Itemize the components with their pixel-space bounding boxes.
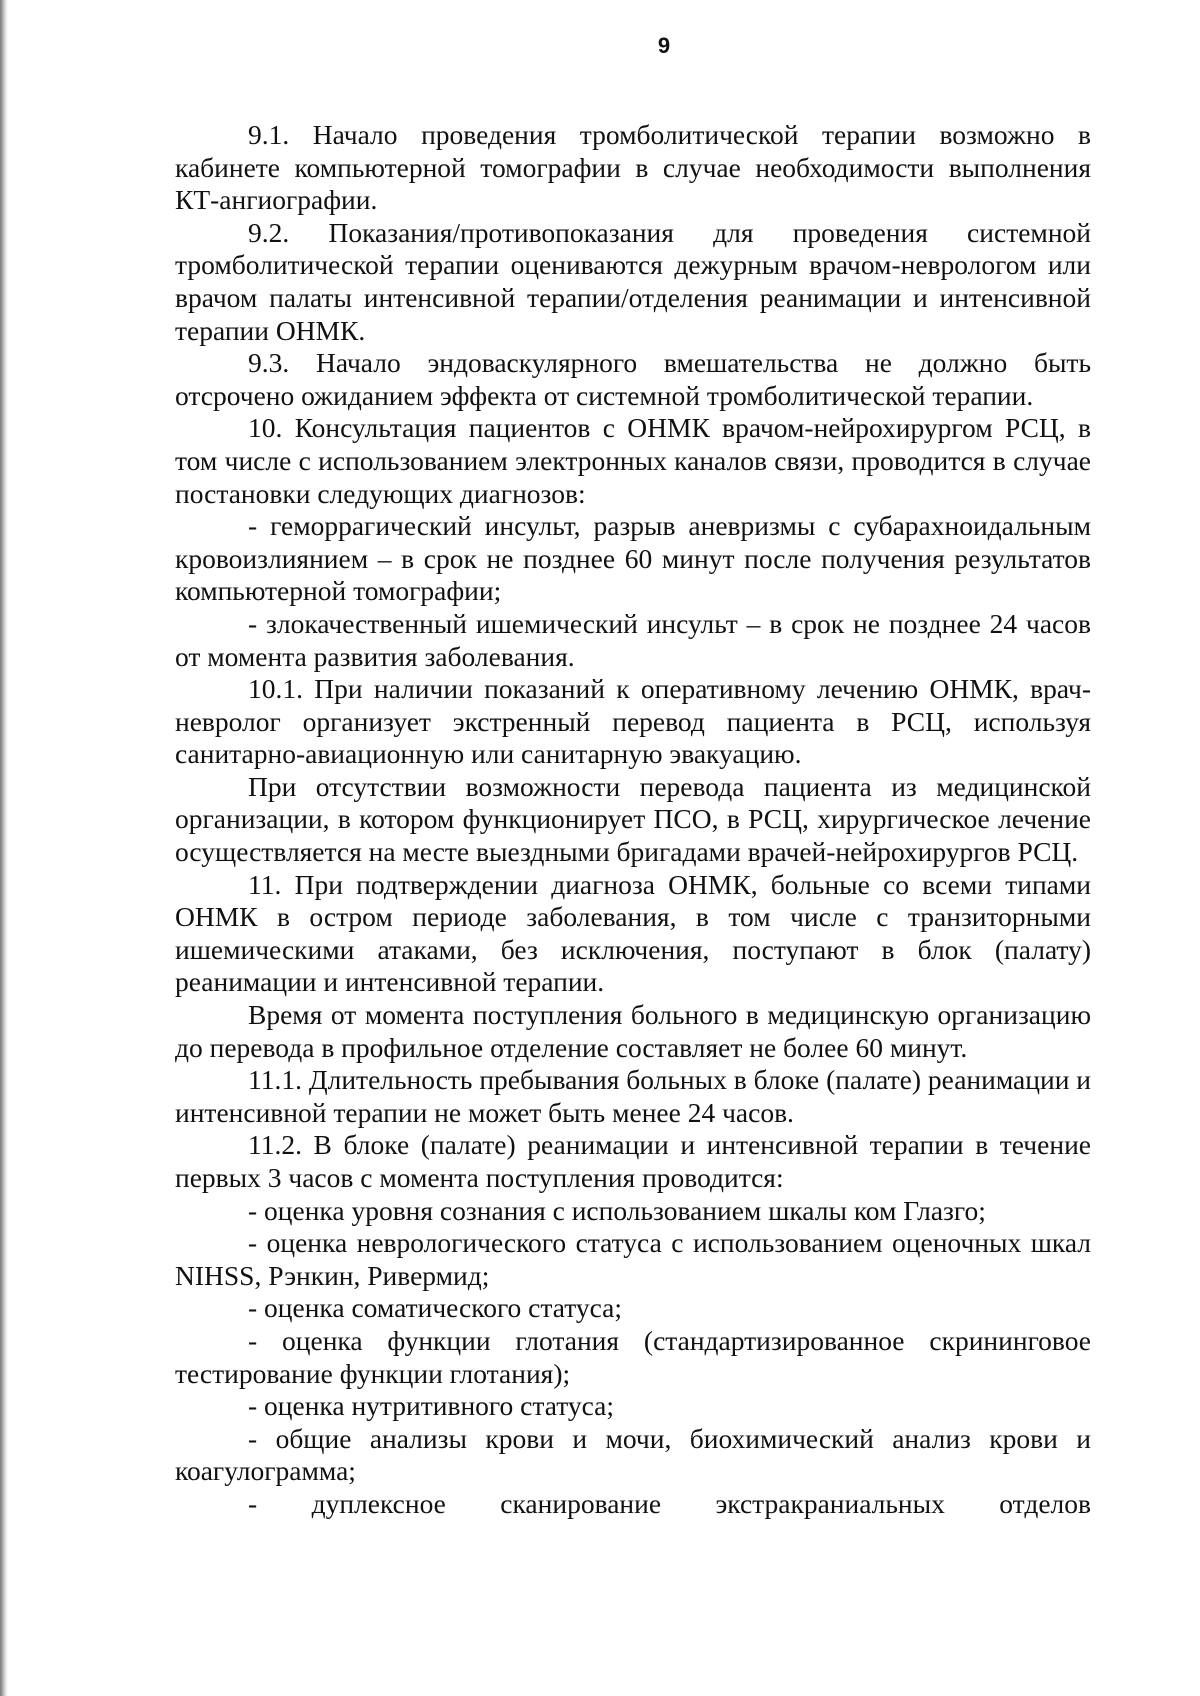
paragraph-9-3: 9.3. Начало эндоваскулярного вмешательства не должно быть отсрочено ожиданием эффекта от системной тромболитической терапии.	[175, 347, 1091, 411]
paragraph-9-1: 9.1. Начало проведения тромболитической терапии возможно в кабинете компьютерной томографии в случае необходимости выполнения КТ-ангиографии.	[175, 119, 1091, 216]
paragraph-11: 11. При подтверждении диагноза ОНМК, больные со всеми типами ОНМК в остром периоде заболевания, в том числе с транзиторными ишемическими атаками, без исключения, поступают в блок (палату) реанимации и интенсивной терапии.	[175, 868, 1091, 998]
paragraph-11-2: 11.2. В блоке (палате) реанимации и интенсивной терапии в течение первых 3 часов с момента поступления проводится:	[175, 1129, 1091, 1193]
list-item-blood-tests: - общие анализы крови и мочи, биохимический анализ крови и коагулограмма;	[175, 1422, 1091, 1487]
list-item-swallowing: - оценка функции глотания (стандартизированное скрининговое тестирование функции глотания);	[175, 1324, 1091, 1389]
paragraph-admission-time: Время от момента поступления больного в медицинскую организацию до перевода в профильное отделение составляет не более 60 минут.	[175, 999, 1091, 1063]
list-item-nutritive-status: - оценка нутритивного статуса;	[248, 1390, 614, 1422]
paragraph-10-1: 10.1. При наличии показаний к оперативному лечению ОНМК, врач-невролог организует экстренный перевод пациента в РСЦ, используя санитарно-авиационную или санитарную эвакуацию.	[175, 673, 1091, 770]
page-number: 9	[657, 33, 671, 58]
document-body	[175, 119, 1091, 1521]
list-item-hemorrhagic-stroke: - геморрагический инсульт, разрыв аневризмы с субарахноидальным кровоизлиянием – в срок не позднее 60 минут после получения результатов компьютерной томографии;	[175, 510, 1091, 607]
paragraph-11-1: 11.1. Длительность пребывания больных в блоке (палате) реанимации и интенсивной терапии не может быть менее 24 часов.	[175, 1064, 1092, 1128]
list-item-neurological-status: - оценка неврологического статуса с использованием оценочных шкал NIHSS, Рэнкин, Ривермид;	[175, 1227, 1091, 1291]
list-item-somatic-status: - оценка соматического статуса;	[248, 1292, 623, 1324]
scan-edge	[0, 0, 8, 1696]
paragraph-transfer-absence: При отсутствии возможности перевода пациента из медицинской организации, в котором функционирует ПСО, в РСЦ, хирургическое лечение осуществляется на месте выездными бригадами врачей-нейрохирургов РСЦ.	[175, 770, 1091, 868]
list-item-malignant-ischemic-stroke: - злокачественный ишемический инсульт – в срок не позднее 24 часов от момента развития заболевания.	[175, 607, 1091, 672]
paragraph-10: 10. Консультация пациентов с ОНМК врачом-нейрохирургом РСЦ, в том числе с использованием электронных каналов связи, проводится в случае постановки следующих диагнозов:	[175, 412, 1091, 509]
paragraph-9-2: 9.2. Показания/противопоказания для проведения системной тромболитической терапии оцениваются дежурным врачом-неврологом или врачом палаты интенсивной терапии/отделения реанимации и интенсивной терапии ОНМК.	[175, 216, 1091, 346]
list-item-consciousness: - оценка уровня сознания с использованием шкалы ком Глазго;	[248, 1194, 986, 1226]
list-item-duplex-scanning: - дуплексное сканирование экстракраниальных отделов	[248, 1487, 1091, 1519]
